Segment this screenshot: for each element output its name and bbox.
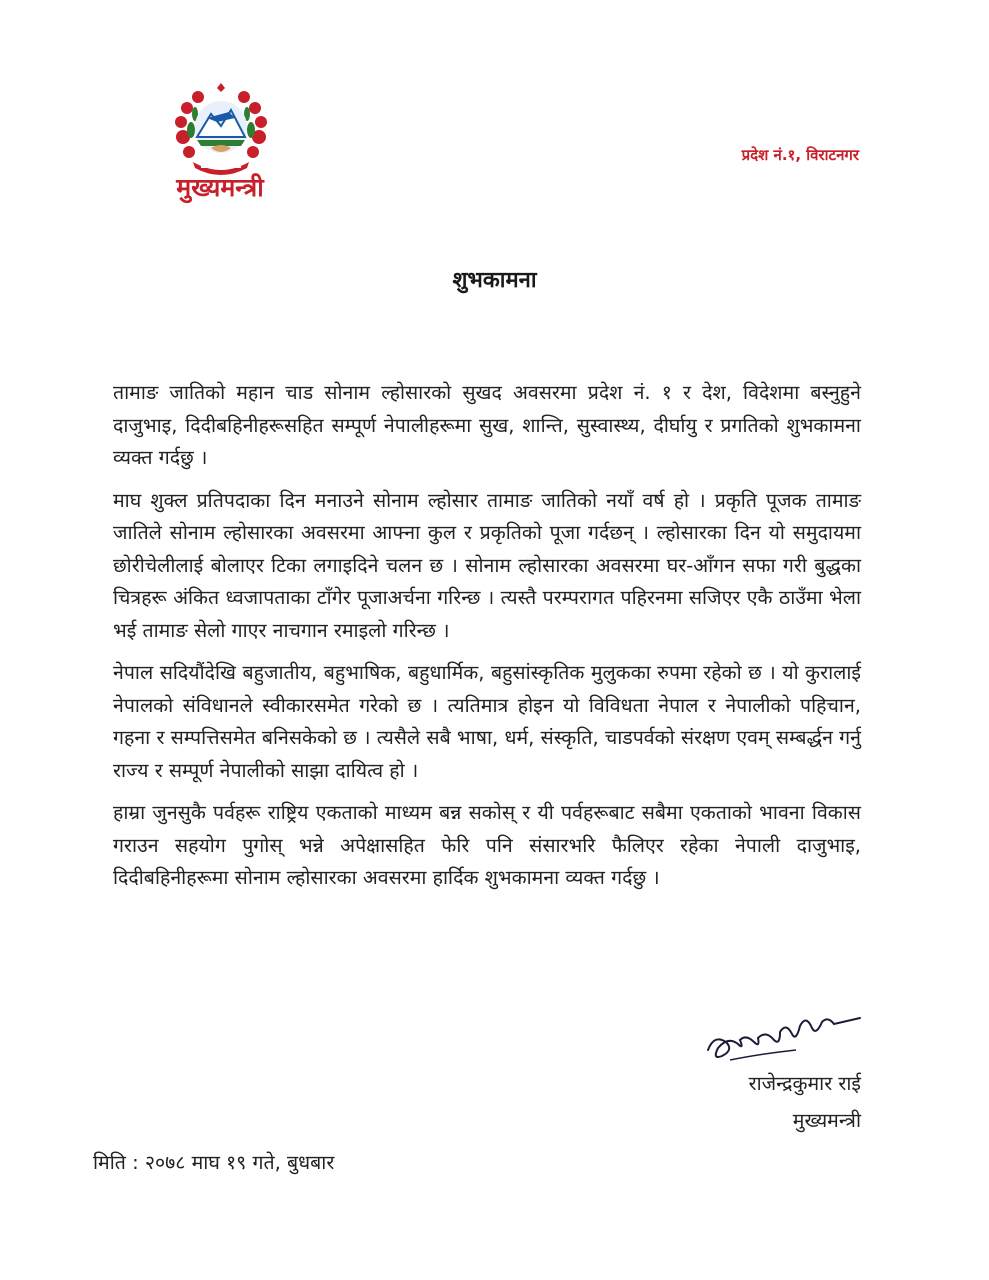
- handwritten-signature: [700, 1000, 870, 1070]
- paragraph-2: माघ शुक्ल प्रतिपदाका दिन मनाउने सोनाम ल्होसार तामाङ जातिको नयाँ वर्ष हो । प्रकृति पूजक तामाङ जातिले सोनाम ल्होसारका अवसरमा आफ्ना कुल र प्रकृतिको पूजा गर्दछन् । ल्होसारका दिन यो समुदायमा छोरीचेलीलाई बोलाएर टिका लगाइदिने चलन छ । सोनाम ल्होसारका अवसरमा घर-आँगन सफा गरी बुद्धका चित्रहरू अंकित ध्वजापताका टाँगेर पूजाअर्चना गरिन्छ । त्यस्तै परम्परागत पहिरनमा सजिएर एकै ठाउँमा भेला भई तामाङ सेलो गाएर नाचगान रमाइलो गरिन्छ ।: [113, 488, 861, 642]
- office-address: प्रदेश नं.१, विराटनगर: [741, 146, 859, 164]
- paragraph-3: नेपाल सदियौंदेखि बहुजातीय, बहुभाषिक, बहुधार्मिक, बहुसांस्कृतिक मुलुकका रुपमा रहेको छ । यो कुरालाई नेपालको संविधानले स्वीकारसमेत गरेको छ । त्यतिमात्र होइन यो विविधता नेपाल र नेपालीको पहिचान, गहना र सम्पत्तिसमेत बनिसकेको छ । त्यसैले सबै भाषा, धर्म, संस्कृति, चाडपर्वको संरक्षण एवम् सम्बर्द्धन गर्नु राज्य र सम्पूर्ण नेपालीको साझा दायित्व हो ।: [113, 661, 861, 782]
- nepal-emblem-icon: [170, 82, 272, 182]
- office-title: मुख्यमन्त्री: [176, 173, 264, 202]
- signer-designation: मुख्यमन्त्री: [792, 1109, 861, 1132]
- document-heading: शुभकामना: [452, 268, 537, 293]
- paragraph-1: तामाङ जातिको महान चाड सोनाम ल्होसारको सुखद अवसरमा प्रदेश नं. १ र देश, विदेशमा बस्नुहुने दाजुभाइ, दिदीबहिनीहरूसहित सम्पूर्ण नेपालीहरूमा सुख, शान्ति, सुस्वास्थ्य, दीर्घायु र प्रगतिको शुभकामना व्यक्त गर्दछु ।: [113, 381, 861, 469]
- message-body: [113, 377, 861, 905]
- paragraph-4: हाम्रा जुनसुकै पर्वहरू राष्ट्रिय एकताको माध्यम बन्न सकोस् र यी पर्वहरूबाट सबैमा एकताको भावना विकास गराउन सहयोग पुगोस् भन्ने अपेक्षासहित फेरि पनि संसारभरि फैलिएर रहेका नेपाली दाजुभाइ, दिदीबहिनीहरूमा सोनाम ल्होसारका अवसरमा हार्दिक शुभकामना व्यक्त गर्दछु ।: [113, 801, 861, 889]
- signer-name: राजेन्द्रकुमार राई: [748, 1072, 861, 1095]
- date-line: मिति : २०७८ माघ १९ गते, बुधबार: [93, 1151, 335, 1174]
- letterhead: [0, 0, 989, 220]
